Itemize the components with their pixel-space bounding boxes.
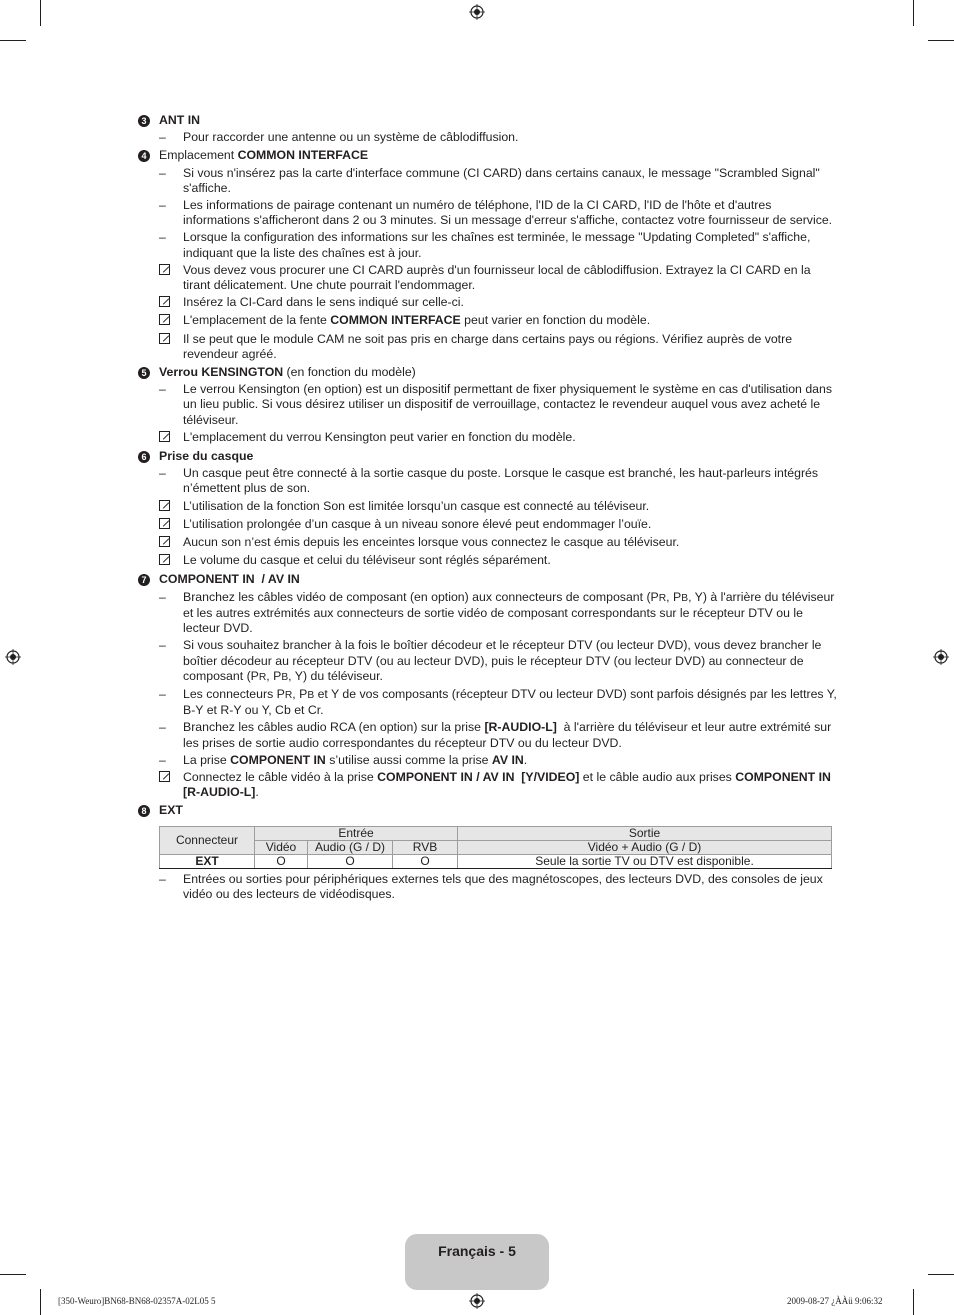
note-icon <box>159 314 170 325</box>
header-sortie-sub: Vidéo + Audio (G / D) <box>458 840 832 854</box>
note-icon <box>159 332 183 348</box>
page-number: Français - 5 <box>438 1243 516 1259</box>
dash-marker: – <box>159 230 166 245</box>
section-title: Emplacement COMMON INTERFACE <box>159 148 369 163</box>
ext-connector-table <box>159 826 832 869</box>
dash-marker: – <box>159 130 166 145</box>
list-item <box>138 198 840 228</box>
cell-sortie: Seule la sortie TV ou DTV est disponible. <box>458 854 832 868</box>
item-text: Les informations de pairage contenant un numéro de téléphone, l'ID de la CI CARD, l'ID de l'hôte et d'autres informations s'afficheront dans 2 ou 3 minutes. Si un message d'erreur s'affiche, contactez votre fournisseur de service. <box>183 198 833 228</box>
note-icon <box>159 500 170 511</box>
item-text: L’utilisation de la fonction Son est limitée lorsqu’un casque est connecté au téléviseur. <box>183 498 650 513</box>
note-icon <box>159 430 183 446</box>
note-icon <box>159 499 183 515</box>
item-text: L'emplacement du verrou Kensington peut varier en fonction du modèle. <box>183 429 576 444</box>
dash-marker: – <box>159 165 166 180</box>
item-text: Un casque peut être connecté à la sortie casque du poste. Lorsque le casque est branché, les haut-parleurs intégrés n’émettent plus de son. <box>183 466 819 496</box>
item-text: L’utilisation prolongée d’un casque à un niveau sonore élevé peut endommager l’ouïe. <box>183 516 652 531</box>
item-text: Il se peut que le module CAM ne soit pas pris en charge dans certains pays ou régions. Vérifiez auprès de votre revendeur agréé. <box>183 331 793 361</box>
header-entree: Entrée <box>255 826 458 840</box>
list-item <box>138 535 840 551</box>
dash-marker: – <box>159 466 166 481</box>
item-text: Le volume du casque et celui du téléviseur sont réglés séparément. <box>183 553 551 568</box>
item-text: Si vous n'insérez pas la carte d'interface commune (CI CARD) dans certains canaux, le message "Scrambled Signal" s'affiche. <box>183 165 820 195</box>
item-text: La prise COMPONENT IN s’utilise aussi comme la prise AV IN. <box>183 752 528 767</box>
dash-marker: – <box>159 382 166 397</box>
note-icon <box>159 535 183 551</box>
list-item <box>138 332 840 362</box>
print-slug-right: 2009-08-27 ¿ÀÀü 9:06:32 <box>787 1296 883 1306</box>
item-text: Branchez les câbles vidéo de composant (en option) aux connecteurs de composant (PR, PB, Y) à l'arrière du téléviseur et les autres extrémités aux connecteurs de sortie vidéo de composant correspondants sur le récepteur DTV ou le lecteur DVD. <box>183 589 835 636</box>
note-icon <box>159 518 170 529</box>
dash-marker: – <box>159 589 166 604</box>
note-icon <box>159 263 183 279</box>
item-text: Les connecteurs PR, PB et Y de vos composants (récepteur DTV ou lecteur DVD) sont parfois désignés par les lettres Y, B-Y et R-Y ou Y, Cb et Cr. <box>183 686 837 718</box>
section-heading <box>138 572 840 587</box>
item-text: Le verrou Kensington (en option) est un dispositif permettant de fixer physiquement le système en cas d'utilisation dans un lieu public. Si vous désirez utiliser un dispositif de verrouillage, contactez le revendeur auquel vous avez acheté le téléviseur. <box>183 382 832 427</box>
list-item <box>138 430 840 446</box>
item-text: Connectez le câble vidéo à la prise COMPONENT IN / AV IN [Y/VIDEO] et le câble audio aux prises COMPONENT IN [R-AUDIO-L]. <box>183 769 831 800</box>
item-text: Pour raccorder une antenne ou un système de câblodiffusion. <box>183 130 519 145</box>
dash-marker: – <box>159 198 166 213</box>
section-number-icon: 6 <box>138 451 150 463</box>
note-icon <box>159 553 183 569</box>
list-item <box>138 872 840 902</box>
list-item <box>138 687 840 718</box>
dash-marker: – <box>159 720 166 735</box>
crop-mark <box>913 0 914 26</box>
section-heading <box>138 365 840 380</box>
registration-mark-icon <box>469 1293 485 1309</box>
note-icon <box>159 264 170 275</box>
list-item <box>138 499 840 515</box>
item-text: Vous devez vous procurer une CI CARD auprès d'un fournisseur local de câblodiffusion. Extrayez la CI CARD en la tirant délicatement. Une chute pourrait l'endommager. <box>183 262 811 293</box>
item-text: L'emplacement de la fente COMMON INTERFACE peut varier en fonction du modèle. <box>183 313 651 328</box>
note-icon <box>159 770 183 786</box>
dash-marker: – <box>159 686 166 701</box>
note-icon <box>159 313 183 329</box>
section-title: Prise du casque <box>159 449 254 464</box>
list-item <box>138 382 840 428</box>
dash-marker: – <box>159 638 166 653</box>
cell-rvb: O <box>393 854 458 868</box>
list-item <box>138 638 840 685</box>
item-text: Lorsque la configuration des informations sur les chaînes est terminée, le message "Updating Completed" s'affiche, indiquant que la liste des chaînes est à jour. <box>183 230 811 260</box>
list-item <box>138 166 840 196</box>
crop-mark <box>0 1274 26 1275</box>
item-text: Insérez la CI-Card dans le sens indiqué sur celle-ci. <box>183 295 464 310</box>
item-text: Aucun son n’est émis depuis les enceintes lorsque vous connectez le casque au téléviseur. <box>183 535 680 550</box>
crop-mark <box>928 1274 954 1275</box>
list-item <box>138 553 840 569</box>
sections-list <box>138 113 840 819</box>
registration-mark-icon <box>5 649 21 665</box>
table-row <box>160 854 832 868</box>
section-title: COMPONENT IN / AV IN <box>159 572 300 587</box>
note-icon <box>159 517 183 533</box>
note-icon <box>159 536 170 547</box>
header-connecteur: Connecteur <box>160 826 255 854</box>
note-icon <box>159 333 170 344</box>
list-item <box>138 720 840 750</box>
print-slug-left: [350-Weuro]BN68-BN68-02357A-02L05 5 <box>58 1296 216 1306</box>
registration-mark-icon <box>469 4 485 20</box>
list-item <box>138 466 840 496</box>
list-item <box>138 517 840 533</box>
section-heading <box>138 449 840 464</box>
list-item <box>138 295 840 311</box>
note-icon <box>159 554 170 565</box>
note-icon <box>159 295 183 311</box>
section-title: Verrou KENSINGTON (en fonction du modèle) <box>159 365 416 380</box>
section-number-icon: 5 <box>138 367 150 379</box>
list-item <box>138 230 840 260</box>
item-text: Branchez les câbles audio RCA (en option) sur la prise [R-AUDIO-L] à l'arrière du téléviseur et leur autre extrémité sur les prises de sortie audio correspondantes du récepteur DTV ou du lecteur DVD. <box>183 720 832 750</box>
header-audio: Audio (G / D) <box>308 840 393 854</box>
item-text: Si vous souhaitez brancher à la fois le boîtier décodeur et le récepteur DTV (ou lecteur DVD), vous devez brancher le boîtier décodeur au récepteur DTV (ou au lecteur DVD), puis le récepteur DTV (ou lecteur DVD) au connecteur de composant (PR, PB, Y) du téléviseur. <box>183 638 822 683</box>
list-item <box>138 130 840 145</box>
dash-marker: – <box>159 752 166 767</box>
list-item <box>138 313 840 329</box>
crop-mark <box>913 1289 914 1315</box>
cell-audio: O <box>308 854 393 868</box>
list-item <box>138 753 840 768</box>
section-number-icon: 3 <box>138 115 150 127</box>
crop-mark <box>0 40 26 41</box>
section-number-icon: 7 <box>138 574 150 586</box>
note-icon <box>159 296 170 307</box>
header-sortie: Sortie <box>458 826 832 840</box>
registration-mark-icon <box>933 649 949 665</box>
cell-connecteur: EXT <box>160 854 255 868</box>
section-heading <box>138 148 840 163</box>
crop-mark <box>40 0 41 26</box>
section-heading <box>138 803 840 818</box>
section-number-icon: 8 <box>138 805 150 817</box>
section-number-icon: 4 <box>138 150 150 162</box>
list-item <box>138 770 840 800</box>
note-icon <box>159 431 170 442</box>
dash-marker: – <box>159 871 166 886</box>
section-title: EXT <box>159 803 183 818</box>
ext-note-text: Entrées ou sorties pour périphériques externes tels que des magnétoscopes, des lecteurs DVD, des consoles de jeux vidéo ou des lecteurs de vidéodisques. <box>183 871 823 901</box>
crop-mark <box>40 1289 41 1315</box>
header-rvb: RVB <box>393 840 458 854</box>
list-item <box>138 263 840 293</box>
section-title: ANT IN <box>159 113 200 127</box>
header-video: Vidéo <box>255 840 308 854</box>
list-item <box>138 590 840 637</box>
section-heading <box>138 113 840 128</box>
crop-mark <box>928 40 954 41</box>
page-content <box>138 110 840 902</box>
cell-video: O <box>255 854 308 868</box>
note-icon <box>159 771 170 782</box>
